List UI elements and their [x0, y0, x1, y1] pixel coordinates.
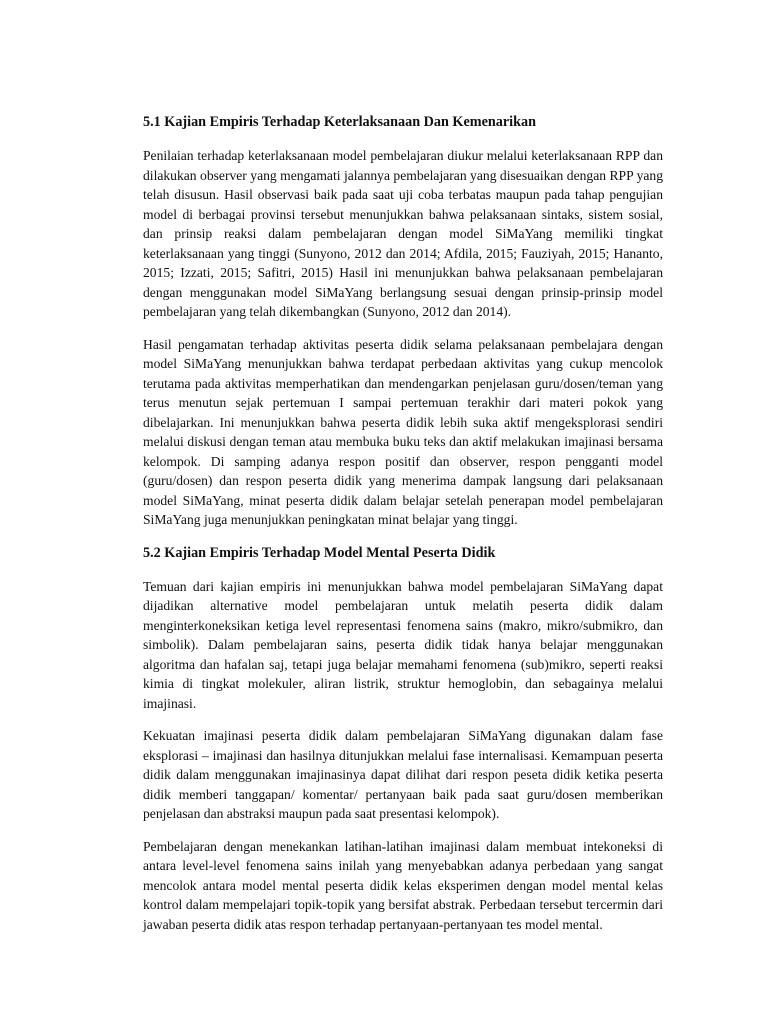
paragraph: Kekuatan imajinasi peserta didik dalam pembelajaran SiMaYang digunakan dalam fase eksplorasi – imajinasi dan hasilnya ditunjukkan melalui fase internalisasi. Kemampuan peserta didik dalam menggunakan imajinasinya dapat dilihat dari respon peseta didik ketika peserta didik memberi tanggapan/ komentar/ pertanyaan baik pada saat guru/dosen memberikan penjelasan dan abstraksi maupun pada saat presentasi kelompok). [143, 728, 663, 821]
paragraph: Pembelajaran dengan menekankan latihan-latihan imajinasi dalam membuat intekoneksi di antara level-level fenomena sains inilah yang menyebabkan adanya perbedaan yang sangat mencolok antara model mental peserta didik kelas eksperimen dengan model mental kelas kontrol dalam mempelajari topik-topik yang bersifat abstrak. Perbedaan tersebut tercermin dari jawaban peserta didik atas respon terhadap pertanyaan-pertanyaan tes model mental. [143, 838, 663, 932]
paragraph: Hasil pengamatan terhadap aktivitas peserta didik selama pelaksanaan pembelajara dengan model SiMaYang menunjukkan bahwa terdapat perbedaan aktivitas yang cukup mencolok terutama pada aktivitas memperhatikan dan mendengarkan penjelasan guru/dosen/teman yang terus menutun sejak pertemuan I sampai pertemuan terakhir dari materi pokok yang dibelajarkan. Ini menunjukkan bahwa peserta didik lebih suka aktif mengeksplorasi sendiri melalui diskusi dengan teman atau membuka buku teks dan aktif melakukan imajinasi bersama kelompok. Di samping adanya respon positif dan observer, respon pengganti model (guru/dosen) dan respon peserta didik yang menerima dampak langsung dari pelaksanaan model SiMaYang, minat peserta didik dalam belajar setelah penerapan model pembelajaran SiMaYang juga menunjukkan peningkatan minat belajar yang tinggi. [143, 336, 663, 527]
section-5-1 [143, 112, 663, 530]
paragraph: Temuan dari kajian empiris ini menunjukkan bahwa model pembelajaran SiMaYang dapat dijadikan alternative model pembelajaran untuk melatih peserta didik dalam menginterkoneksikan ketiga level representasi fenomena sains (makro, mikro/submikro, dan simbolik). Dalam pembelajaran sains, peserta didik tidak hanya belajar menggunakan algoritma dan hafalan saj, tetapi juga belajar memahami fenomena (sub)mikro, seperti reaksi kimia di tingkat molekuler, aliran listrik, struktur hemoglobin, dan sebagainya melalui imajinasi. [143, 578, 663, 711]
section-5-2 [143, 543, 663, 935]
section-heading-5-2: 5.2 Kajian Empiris Terhadap Model Mental Peserta Didik [143, 544, 496, 561]
document-page [143, 104, 663, 947]
section-heading-5-1: 5.1 Kajian Empiris Terhadap Keterlaksanaan Dan Kemenarikan [143, 114, 536, 130]
paragraph: Penilaian terhadap keterlaksanaan model pembelajaran diukur melalui keterlaksanaan RPP dan dilakukan observer yang mengamati jalannya pembelajaran yang disesuaikan dengan RPP yang telah disusun. Hasil observasi baik pada saat uji coba terbatas maupun pada tahap pengujian model di berbagai provinsi tersebut menunjukkan bahwa pelaksanaan sintaks, sistem sosial, dan prinsip reaksi dalam pembelajaran dengan model SiMaYang memiliki tingkat keterlaksanaan yang tinggi (Sunyono, 2012 dan 2014; Afdila, 2015; Fauziyah, 2015; Hananto, 2015; Izzati, 2015; Safitri, 2015) Hasil ini menunjukkan bahwa pelaksanaan pembelajaran dengan menggunakan model SiMaYang berlangsung sesuai dengan prinsip-prinsip model pembelajaran yang telah dikembangkan (Sunyono, 2012 dan 2014). [143, 148, 663, 319]
